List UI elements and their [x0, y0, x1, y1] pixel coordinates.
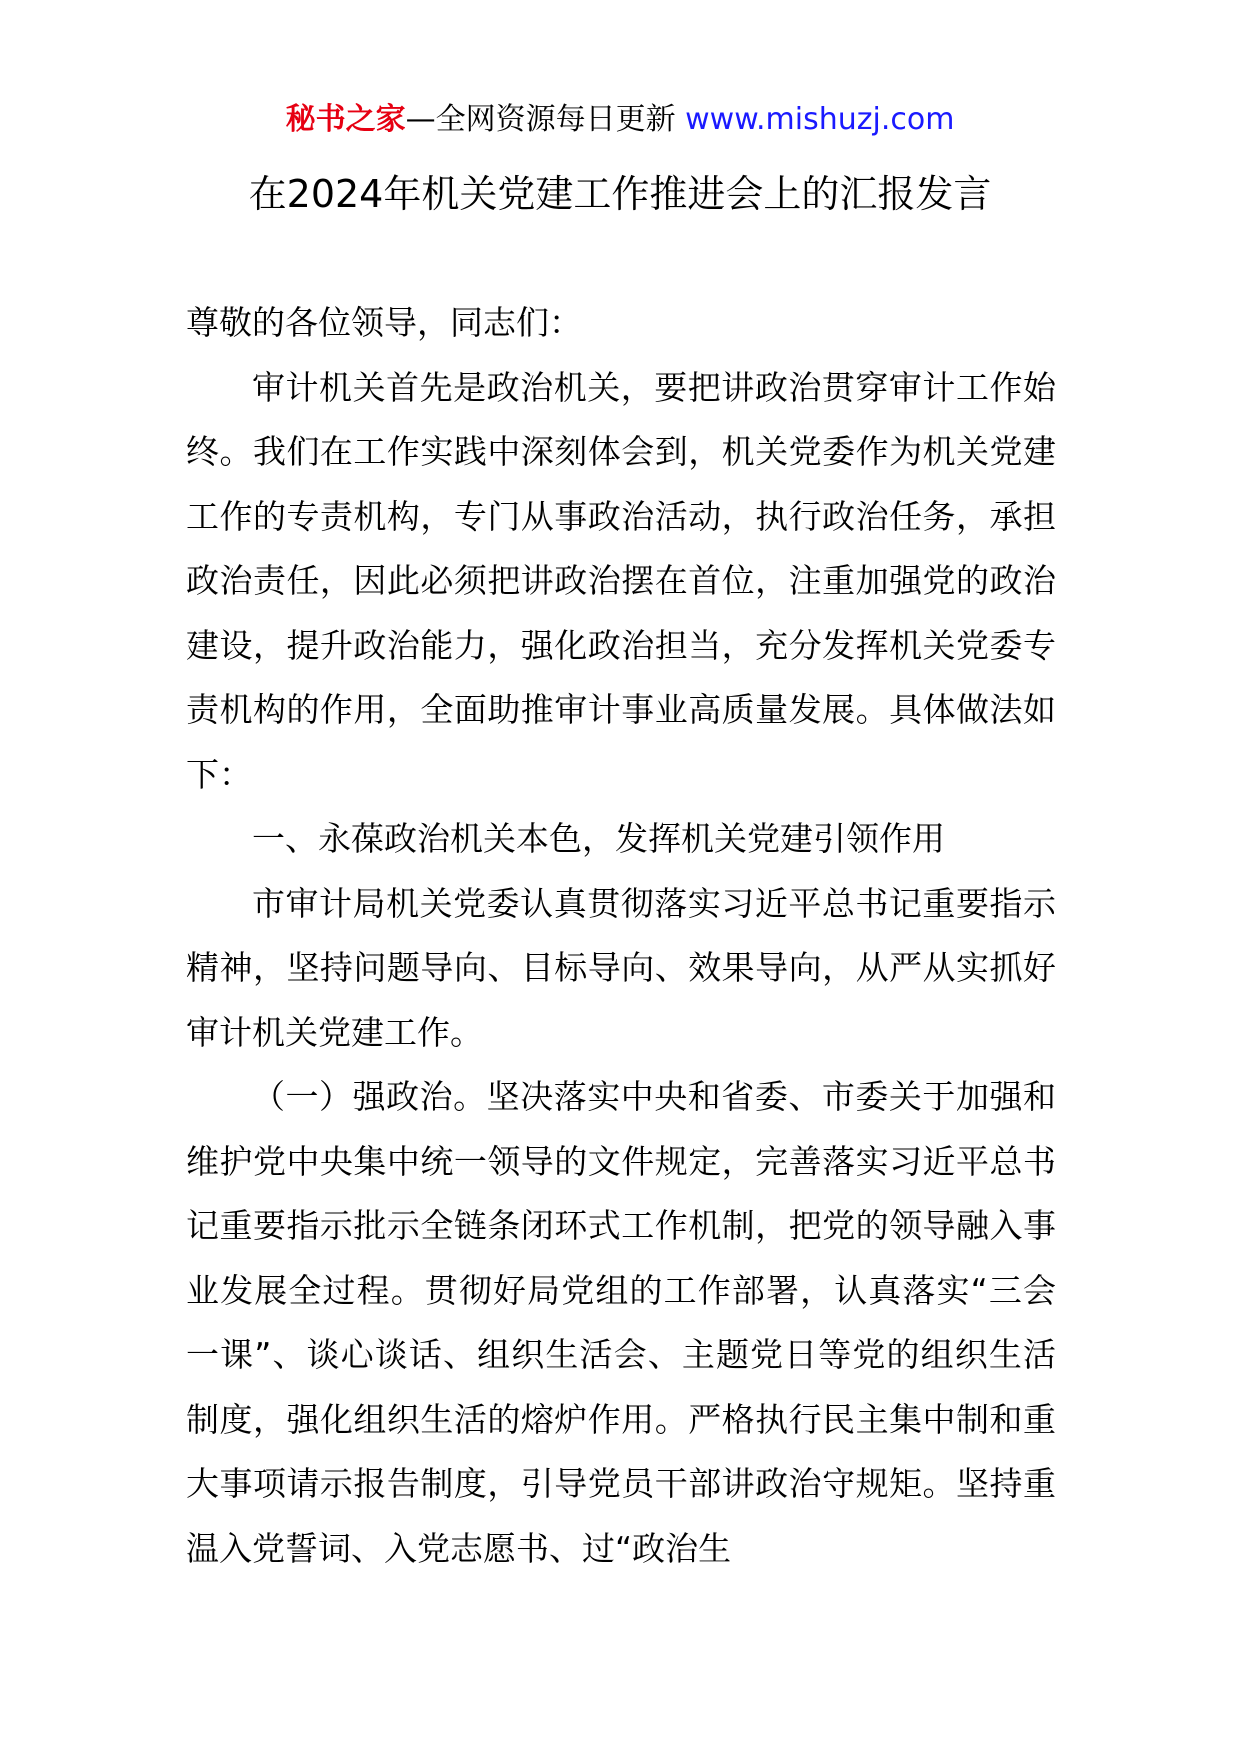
document-body	[186, 291, 1056, 1581]
intro-paragraph: 审计机关首先是政治机关，要把讲政治贯穿审计工作始终。我们在工作实践中深刻体会到，机关党委作为机关党建工作的专责机构，专门从事政治活动，执行政治任务，承担政治责任，因此必须把讲政治摆在首位，注重加强党的政治建设，提升政治能力，强化政治担当，充分发挥机关党委专责机构的作用，全面助推审计事业高质量发展。具体做法如下：	[186, 367, 1056, 794]
banner-brand: 秘书之家	[285, 102, 406, 137]
banner-slogan: —全网资源每日更新	[405, 102, 686, 137]
site-banner	[0, 100, 1240, 140]
section-heading: 一、永葆政治机关本色，发挥机关党建引领作用	[252, 819, 945, 858]
section-paragraph: （一）强政治。坚决落实中央和省委、市委关于加强和维护党中央集中统一领导的文件规定，完善落实习近平总书记重要指示批示全链条闭环式工作机制，把党的领导融入事业发展全过程。贯彻好局党组的工作部署，认真落实“三会一课”、谈心谈话、组织生活会、主题党日等党的组织生活制度，强化组织生活的熔炉作用。严格执行民主集中制和重大事项请示报告制度，引导党员干部讲政治守规矩。坚持重温入党誓词、入党志愿书、过“政治生	[186, 1077, 1056, 1568]
section-paragraph: 市审计局机关党委认真贯彻落实习近平总书记重要指示精神，坚持问题导向、目标导向、效果导向，从严从实抓好审计机关党建工作。	[186, 883, 1056, 1052]
document-title: 在2024年机关党建工作推进会上的汇报发言	[248, 172, 992, 216]
banner-url-link[interactable]: www.mishuzj.com	[685, 102, 955, 137]
salutation: 尊敬的各位领导，同志们：	[186, 303, 582, 342]
